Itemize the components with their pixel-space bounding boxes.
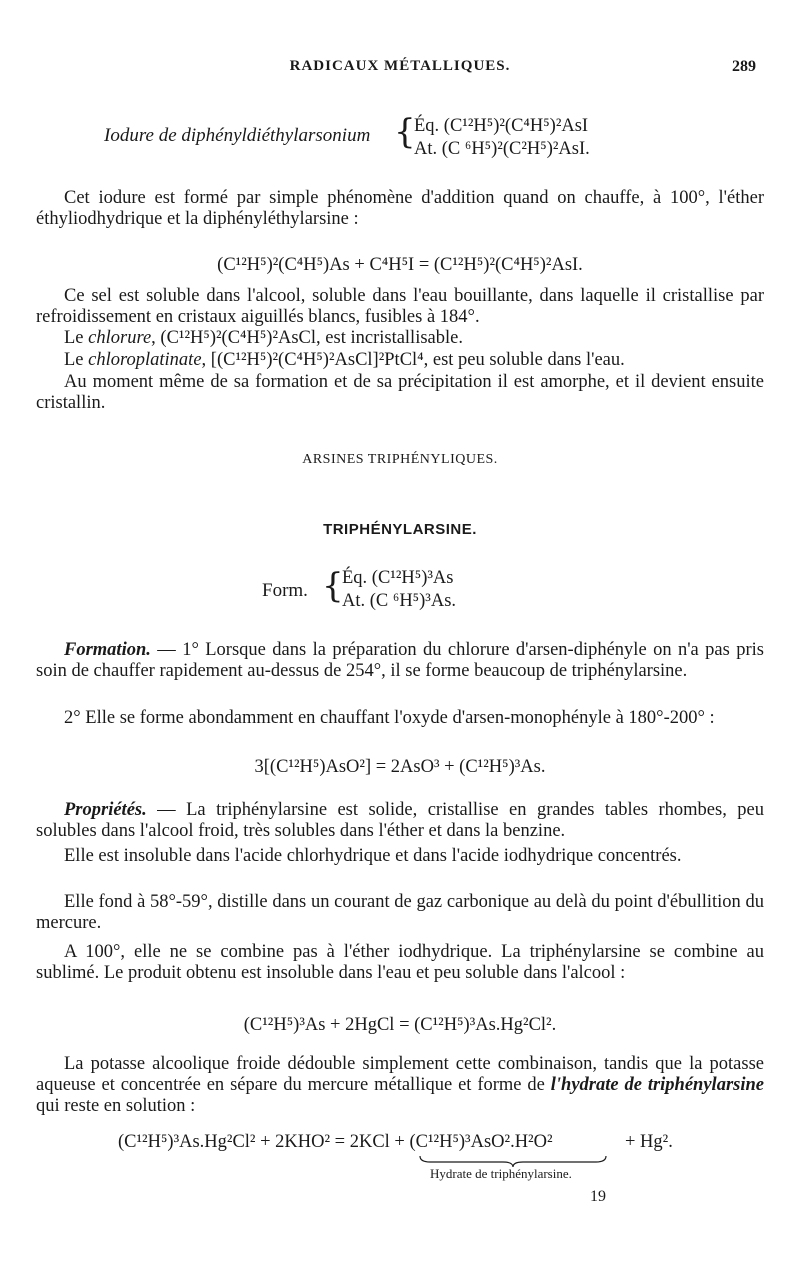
chloroplatinate-lead: Le	[64, 350, 89, 370]
hydrate-term: l'hydrate de triphénylarsine	[550, 1075, 764, 1095]
paragraph-chloroplatinate	[36, 350, 764, 371]
equation-addition: (C¹²H⁵)²(C⁴H⁵)As + C⁴H⁵I = (C¹²H⁵)²(C⁴H⁵)²AsI.	[217, 255, 583, 275]
formation-term: Formation.	[64, 640, 151, 660]
running-header	[40, 58, 760, 82]
form-brace: {	[322, 566, 344, 606]
running-title: RADICAUX MÉTALLIQUES.	[289, 58, 511, 74]
paragraph-solubility: Ce sel est soluble dans l'alcool, soluble dans l'eau bouillante, dans laquelle il cristallise par refroidissement en cristaux aiguillés blancs, fusibles à 184°.	[36, 286, 764, 327]
proprietes-term: Propriétés.	[64, 800, 147, 820]
paragraph-sublime: A 100°, elle ne se combine pas à l'éther iodhydrique. La triphénylarsine se combine au sublimé. Le produit obtenu est insoluble dans l'eau et peu soluble dans l'alcool :	[36, 942, 764, 983]
paragraph-formation-2: 2° Elle se forme abondamment en chauffant l'oxyde d'arsen-monophényle à 180°-200° :	[64, 708, 715, 728]
paragraph-fond: Elle fond à 58°-59°, distille dans un courant de gaz carbonique au delà du point d'ébullition du mercure.	[36, 892, 764, 933]
equation-hydrate-mercury: + Hg².	[625, 1132, 673, 1152]
paragraph-chlorure	[36, 328, 764, 349]
equation-hydrate: (C¹²H⁵)³As.Hg²Cl² + 2KHO² = 2KCl + (C¹²H⁵)³AsO².H²O²	[118, 1132, 553, 1152]
chlorure-lead: Le	[64, 328, 89, 348]
iodure-label: Iodure de diphényldiéthylarsonium	[104, 125, 371, 146]
paragraph-formation-1	[36, 640, 764, 682]
chlorure-term: chlorure	[88, 328, 152, 348]
formation-rest: — 1° Lorsque dans la préparation du chlorure d'arsen-diphényle on n'a pas pris soin de chauffer rapidement au-dessus de 254°, il se forme beaucoup de triphénylarsine.	[36, 640, 764, 681]
form-formula-at: At. (C ⁶H⁵)³As.	[342, 591, 457, 611]
paragraph-addition: Cet iodure est formé par simple phénomène d'addition quand on chauffe, à 100°, l'éther éthyliodhydrique et la diphényléthylarsine :	[36, 188, 764, 229]
potasse-b: qui reste en solution :	[36, 1096, 196, 1116]
form-formula-eq: Éq. (C¹²H⁵)³As	[342, 568, 454, 588]
chloroplatinate-term: chloroplatinate	[88, 350, 202, 370]
chlorure-rest: , (C¹²H⁵)²(C⁴H⁵)²AsCl, est incristallisable.	[151, 328, 463, 348]
paragraph-amorphe: Au moment même de sa formation et de sa précipitation il est amorphe, et il devient ensuite cristallin.	[36, 372, 764, 413]
paragraph-potasse	[36, 1054, 764, 1117]
proprietes-rest: — La triphénylarsine est solide, cristallise en grandes tables rhombes, peu solubles dans l'alcool froid, très solubles dans l'éther et dans la benzine.	[36, 800, 764, 841]
iodure-formula-eq: Éq. (C¹²H⁵)²(C⁴H⁵)²AsI	[414, 116, 589, 136]
subsection-title: TRIPHÉNYLARSINE.	[323, 521, 477, 538]
iodure-brace: {	[394, 112, 416, 152]
form-label: Form.	[262, 580, 308, 601]
equation-formation: 3[(C¹²H⁵)AsO²] = 2AsO³ + (C¹²H⁵)³As.	[254, 757, 546, 777]
section-title: ARSINES TRIPHÉNYLIQUES.	[302, 452, 498, 467]
potasse-a: La potasse alcoolique froide dédouble simplement cette combinaison, tandis que la potasse aqueuse et concentrée en sépare du mercure métallique et forme de	[36, 1054, 764, 1095]
signature-mark: 19	[590, 1188, 606, 1205]
iodure-formula-at: At. (C ⁶H⁵)²(C²H⁵)²AsI.	[414, 139, 590, 159]
paragraph-proprietes-1	[36, 800, 764, 842]
page-number: 289	[732, 58, 756, 75]
paragraph-insoluble: Elle est insoluble dans l'acide chlorhydrique et dans l'acide iodhydrique concentrés.	[64, 846, 682, 866]
chloroplatinate-rest: , [(C¹²H⁵)²(C⁴H⁵)²AsCl]²PtCl⁴, est peu soluble dans l'eau.	[201, 350, 625, 370]
equation-sublime: (C¹²H⁵)³As + 2HgCl = (C¹²H⁵)³As.Hg²Cl².	[243, 1015, 557, 1035]
hydrate-underlabel: Hydrate de triphénylarsine.	[430, 1166, 572, 1181]
